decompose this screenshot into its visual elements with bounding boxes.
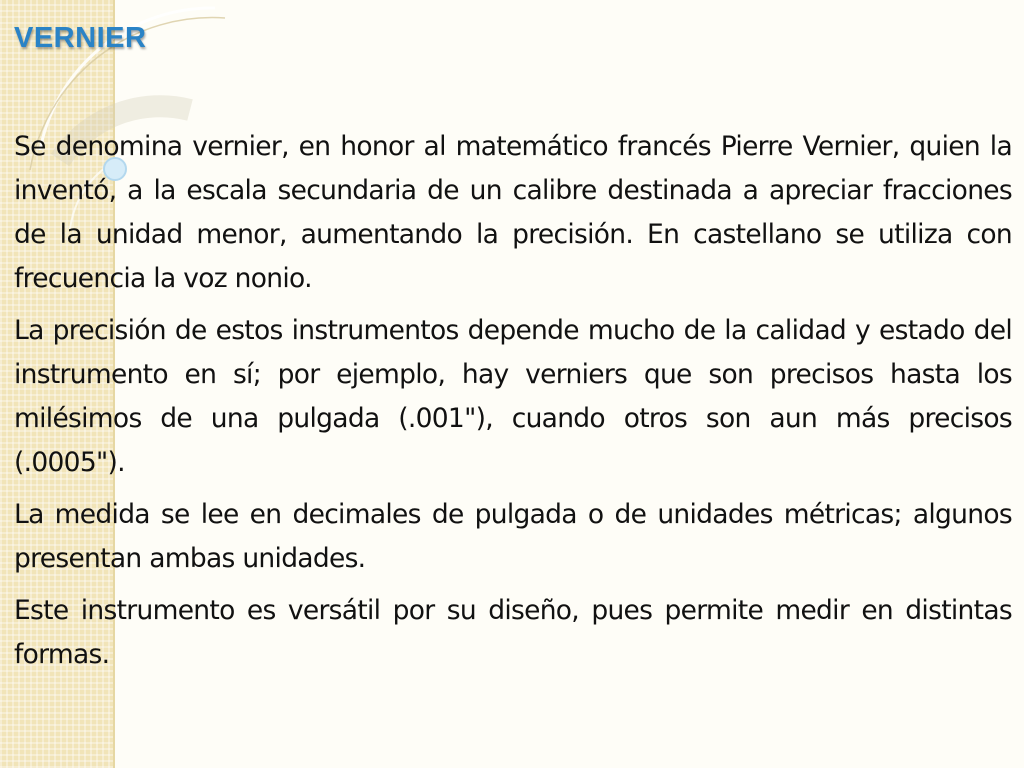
- paragraph-definition: Se denomina vernier, en honor al matemático francés Pierre Vernier, quien la inventó, a la escala secundaria de un calibre destinada a apreciar fracciones de la unidad menor, aumentando la precisión. En castellano se utiliza con frecuencia la voz nonio.: [14, 131, 1012, 294]
- slide-title: VERNIER: [14, 22, 147, 54]
- paragraph-precision: La precisión de estos instrumentos depende mucho de la calidad y estado del instrumento en sí; por ejemplo, hay verniers que son precisos hasta los milésimos de una pulgada (.001"), cuando otros son aun más precisos (.0005").: [14, 315, 1012, 478]
- slide-body: [14, 125, 1012, 685]
- paragraph-versatility: Este instrumento es versátil por su diseño, pues permite medir en distintas formas.: [14, 595, 1012, 670]
- paragraph-units: La medida se lee en decimales de pulgada o de unidades métricas; algunos presentan ambas unidades.: [14, 499, 1012, 574]
